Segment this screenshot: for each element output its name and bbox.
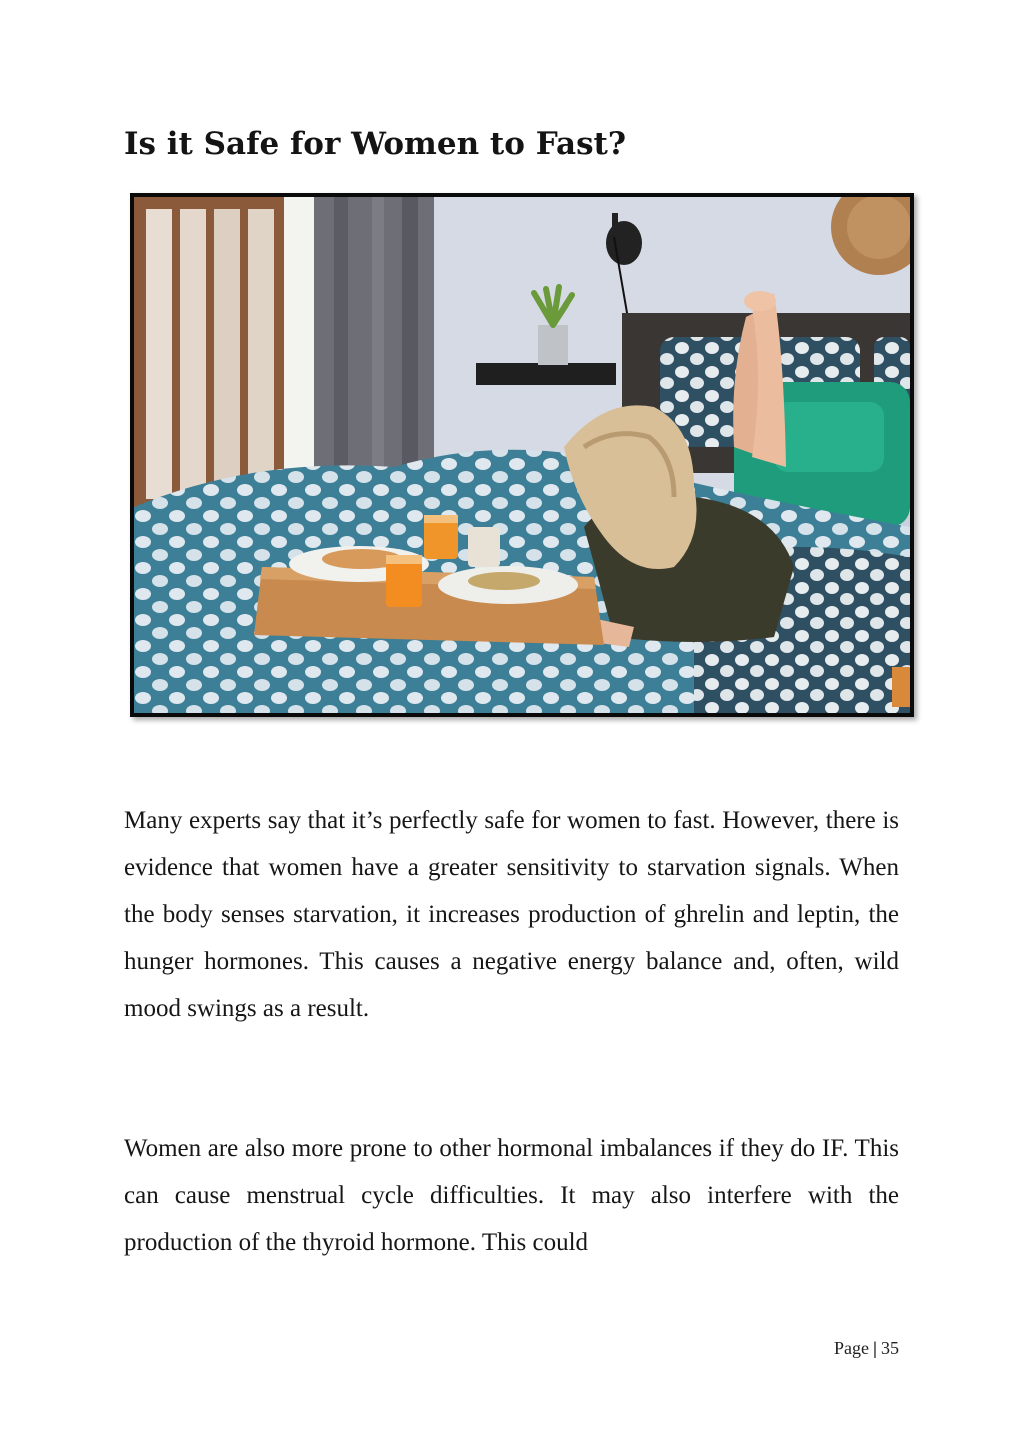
page-separator: | — [873, 1338, 877, 1358]
breakfast-in-bed-photo — [130, 193, 914, 717]
paragraph-1: Many experts say that it’s perfectly safe for women to fast. However, there is evidence that women have a greater sensitivity to starvation signals. When the body senses starvation, it increases production of ghrelin and leptin, the hunger hormones. This causes a negative energy balance and, often, wild mood swings as a result. — [124, 807, 899, 1022]
paragraph-1-block — [124, 797, 899, 1032]
paragraph-2-block — [124, 1125, 899, 1266]
paragraph-2: Women are also more prone to other hormonal imbalances if they do IF. This can cause menstrual cycle difficulties. It may also interfere with the production of the thyroid hormone. This could — [124, 1135, 899, 1256]
page-footer — [834, 1338, 899, 1359]
page-number: 35 — [881, 1338, 899, 1358]
page-label: Page — [834, 1338, 870, 1358]
page-title: Is it Safe for Women to Fast? — [124, 126, 627, 162]
photo-illustration — [134, 197, 910, 713]
